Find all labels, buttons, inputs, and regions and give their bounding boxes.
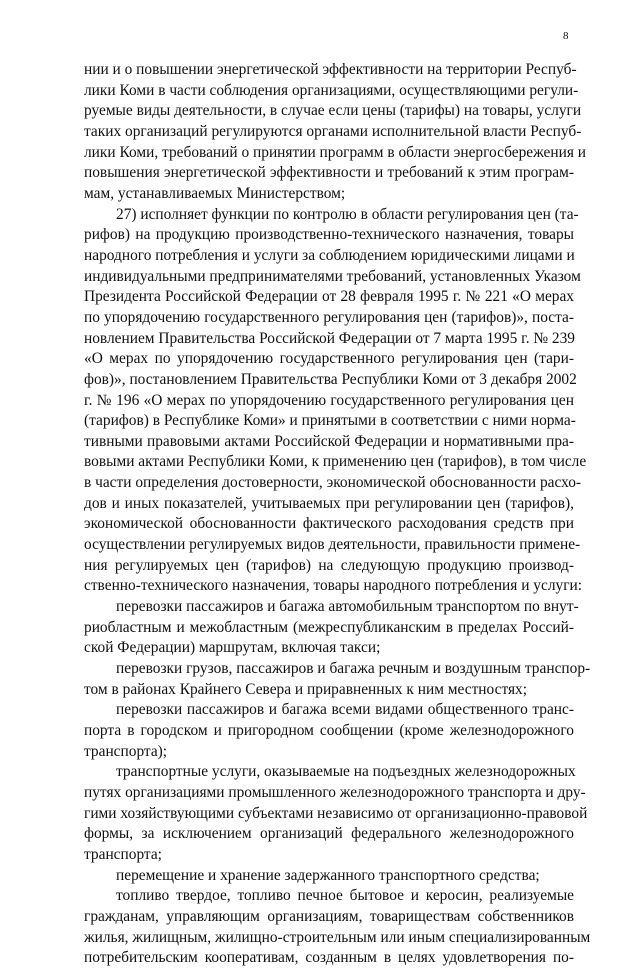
text-line: руемые виды деятельности, в случае если цены (тарифы) на товары, услуги (84, 102, 582, 120)
text-line: (тарифов) в Республике Коми» и принятыми в соответствии с ними норма- (84, 412, 576, 430)
text-line: г. № 196 «О мерах по упорядочению государственного регулирования цен (84, 391, 574, 409)
text-line: перевозки пассажиров и багажа автомобильным транспортом по внут- (116, 598, 579, 616)
text-line: лики Коми, требований о принятии программ в области энергосбережения и (84, 143, 587, 161)
text-line: дов и иных показателей, учитываемых при регулировании цен (тарифов), (84, 494, 574, 512)
text-line: жилья, жилищным, жилищно-строительным или иным специализированным (84, 928, 591, 946)
document-text (84, 60, 591, 969)
text-line: повышения энергетической эффективности и требований к этим програм- (84, 164, 574, 182)
text-line: риобластным и межобластным (межреспубликанским в пределах Россий- (84, 618, 574, 636)
text-line: формы, за исключением организаций федерального железнодорожного (84, 825, 574, 843)
text-line: транспортные услуги, оказываемые на подъездных железнодорожных (116, 763, 576, 781)
text-line: в части определения достоверности, экономической обоснованности расхо- (84, 474, 582, 492)
text-line: народного потребления и услуги за соблюдением юридическими лицами и (84, 246, 575, 264)
text-line: мам, устанавливаемых Министерством; (84, 184, 346, 202)
text-line: перевозки грузов, пассажиров и багажа речным и воздушным транспор- (116, 660, 591, 678)
text-line: новлением Правительства Российской Федерации от 7 марта 1995 г. № 239 (84, 329, 576, 347)
text-line: экономической обоснованности фактического расходования средств при (84, 515, 574, 533)
text-line: топливо твердое, топливо печное бытовое и керосин, реализуемые (116, 887, 574, 905)
text-line: том в районах Крайнего Севера и приравненных к ним местностях; (84, 680, 528, 698)
text-line: перевозки пассажиров и багажа всеми видами общественного транс- (116, 701, 574, 719)
text-line: порта в городском и пригородном сообщении (кроме железнодорожного (84, 722, 574, 739)
text-line: гими хозяйствующими субъектами независимо от организационно-правовой (84, 804, 588, 822)
text-line: фов)», постановлением Правительства Республики Коми от 3 декабря 2002 (84, 370, 577, 388)
text-line: осуществлении регулируемых видов деятельности, правильности примене- (84, 536, 581, 554)
text-line: Президента Российской Федерации от 28 февраля 1995 г. № 221 «О мерах (84, 288, 574, 306)
text-line: таких организаций регулируются органами исполнительной власти Респуб- (84, 122, 582, 140)
text-line: транспорта; (84, 845, 162, 863)
text-line: нии и о повышении энергетической эффективности на территории Респуб- (84, 61, 577, 78)
text-line: ственно-технического назначения, товары народного потребления и услуги: (84, 577, 583, 595)
text-line: по упорядочению государственного регулирования цен (тарифов)», поста- (84, 308, 574, 326)
text-line: вовыми актами Республики Коми, к применению цен (тарифов), в том числе (84, 453, 587, 471)
text-line: лики Коми в части соблюдения организациями, осуществляющими регули- (84, 81, 579, 99)
text-line: тивными правовыми актами Российской Федерации и нормативными пра- (84, 432, 574, 450)
text-line: «О мерах по упорядочению государственного регулирования цен (тари- (84, 350, 574, 368)
text-line: 27) исполняет функции по контролю в области регулирования цен (та- (116, 205, 579, 223)
text-line: путях организациями промышленного железнодорожного транспорта и дру- (84, 783, 586, 801)
page-number: 8 (563, 30, 569, 42)
text-line: ской Федерации) маршрутам, включая такси; (84, 639, 381, 657)
text-line: перемещение и хранение задержанного транспортного средства; (116, 866, 540, 884)
text-line: транспорта); (84, 742, 168, 760)
text-line: рифов) на продукцию производственно-технического назначения, товары (84, 226, 574, 244)
text-line: гражданам, управляющим организациям, товариществам собственников (84, 907, 574, 925)
text-line: потребительским кооперативам, созданным в целях удовлетворения по- (84, 949, 574, 967)
text-line: индивидуальными предпринимателями требований, установленных Указом (84, 267, 581, 285)
text-line: ния регулируемых цен (тарифов) на следующую продукцию производ- (84, 556, 574, 574)
